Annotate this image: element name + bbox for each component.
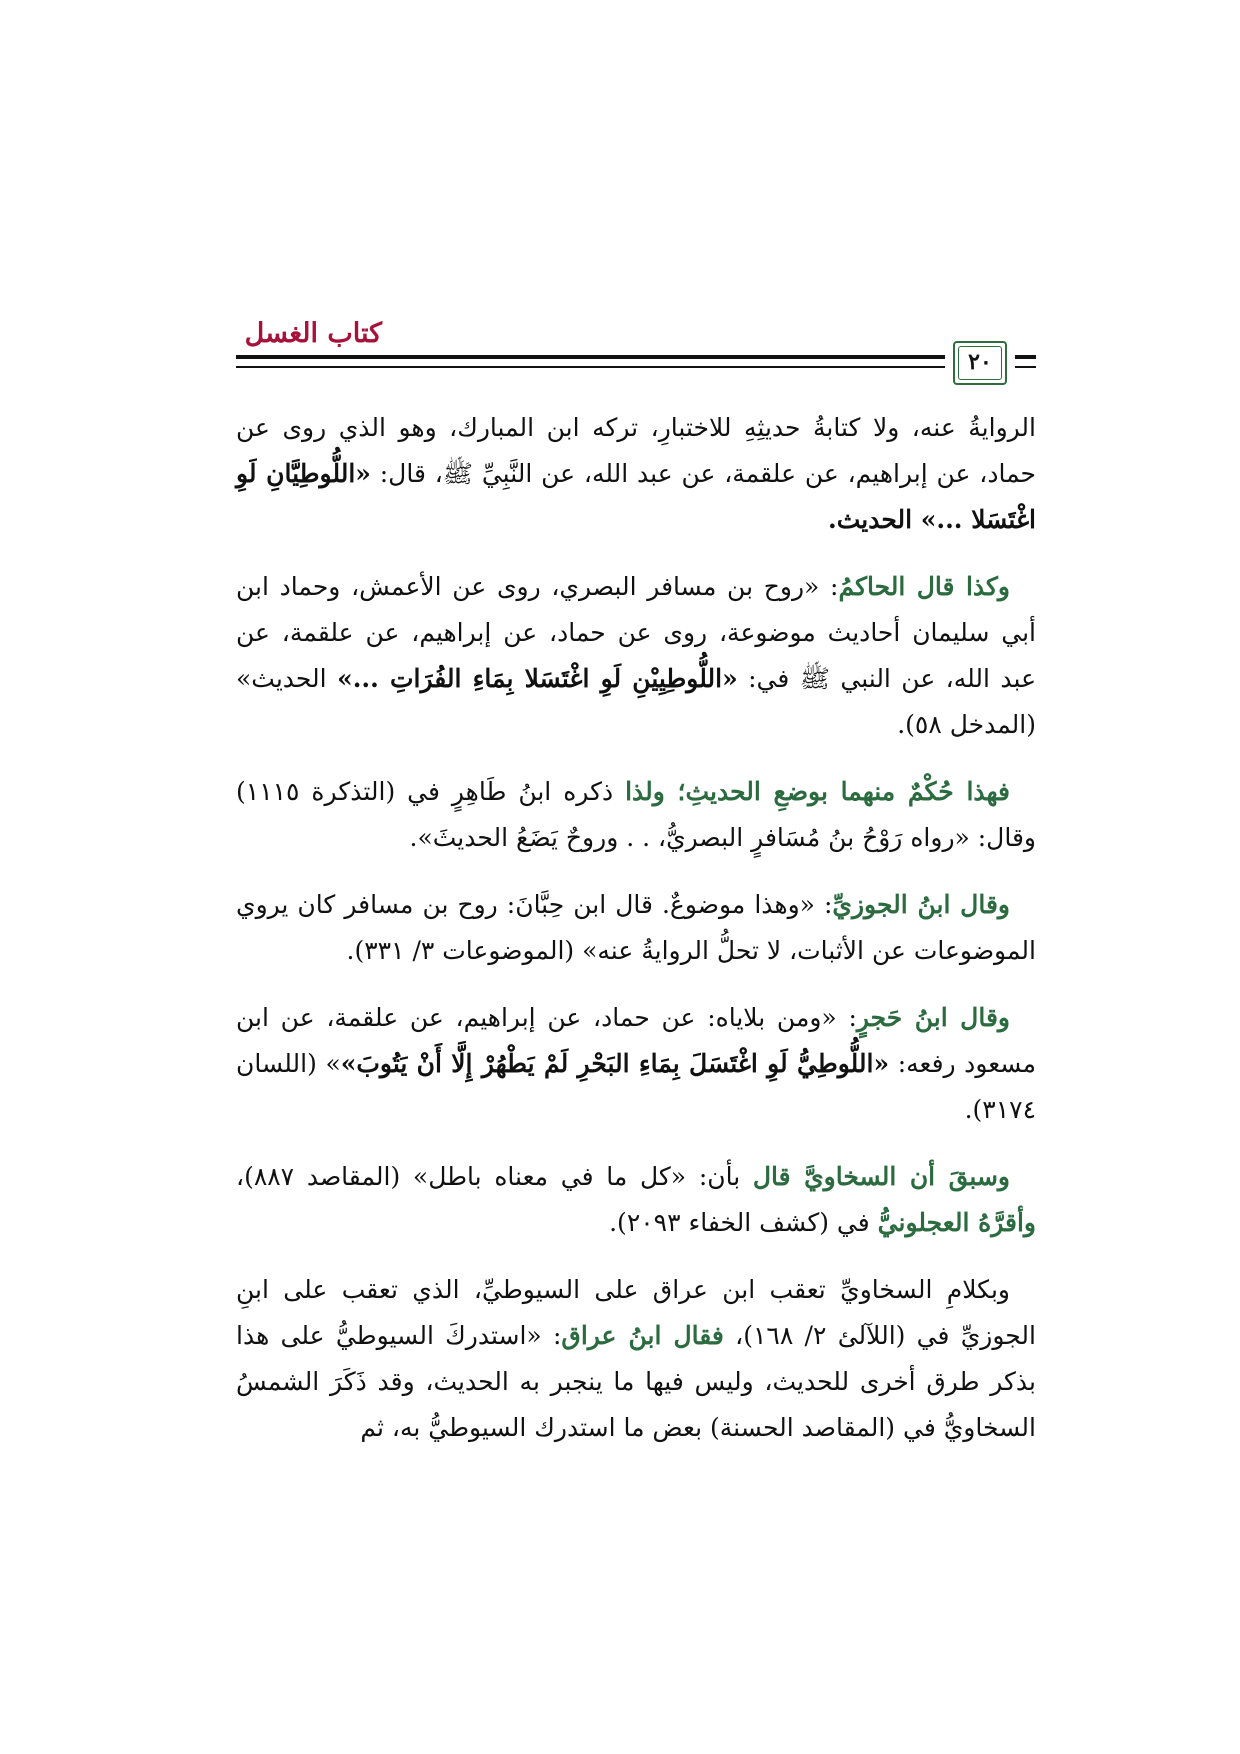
bold-hadith-text: «اللُّوطِيِيْنِ لَوِ اغْتَسَلا بِمَاءِ الفُرَاتِ ...» [337,664,738,693]
text-segment: الحديث» (المدخل ٥٨). [236,664,1036,739]
text-segment: وبكلامِ السخاويِّ تعقب ابن عراق على السيوطيِّ، الذي تعقب على ابنِ الجوزيِّ في (اللآلئ ٢/ ١٦٨)، [236,1275,1036,1350]
bold-hadith-text: «اللُّوطِيُّ لَوِ اغْتَسَلَ بِمَاءِ البَحْرِ لَمْ يَطْهُرْ إِلَّا أَنْ يَتُوبَ» [340,1049,890,1078]
paragraph-p5 [236,995,1036,1133]
text-segment: : «وهذا موضوعٌ. قال ابن حِبَّانَ: روح بن مسافر كان يروي الموضوعات عن الأثبات، لا تحلُّ الروايةُ عنه» (الموضوعات ٣/ ٣٣١). [236,890,1036,965]
text-segment: : «استدركَ السيوطيُّ على هذا بذكر طرق أخرى للحديث، وليس فيها ما ينجبر به الحديث، وقد ذَكَرَ الشمسُ السخاويُّ في (المقاصد الحسنة) بعض ما استدرك السيوطيُّ به، ثم [236,1321,1036,1442]
highlighted-attribution: وأقرَّهُ العجلونيُّ [877,1208,1036,1237]
paragraph-p1 [236,405,1036,543]
highlighted-attribution: وقال ابنُ الجوزيِّ [832,890,1010,919]
highlighted-attribution: فهذا حُكْمٌ منهما بوضعِ الحديثِ؛ ولذا [625,777,1010,806]
text-segment: بأن: «كل ما في معناه باطل» (المقاصد ٨٨٧)، [236,1162,753,1191]
header-rule-thin [236,366,1036,368]
text-segment: : «ومن بلاياه: عن حماد، عن إبراهيم، عن علقمة، عن ابن مسعود رفعه: [236,1003,1036,1078]
paragraph-p7 [236,1267,1036,1451]
text-segment: في (كشف الخفاء ٢٠٩٣). [609,1208,878,1237]
text-segment: الروايةُ عنه، ولا كتابةُ حديثِهِ للاختبارِ، تركه ابن المبارك، وهو الذي روى عن حماد، عن إبراهيم، عن علقمة، عن عبد الله، عن النَّبِيِّ ﷺ، قال: [236,413,1036,488]
paragraph-p4 [236,882,1036,974]
running-header-title: كتاب الغسل [244,318,382,349]
highlighted-attribution: وكذا قال الحاكمُ [838,572,1011,601]
bold-hadith-text: «اللُّوطِيَّانِ لَوِ اغْتَسَلا ...» الحديث. [236,459,1036,534]
highlighted-attribution: فقال ابنُ عراق [561,1321,724,1350]
page-number: ٢٠ [968,349,992,375]
body-text [236,405,1036,1472]
paragraph-p3 [236,769,1036,861]
text-segment: ذكره ابنُ طَاهِرٍ في (التذكرة ١١١٥) وقال: «رواه رَوْحُ بنُ مُسَافرٍ البصريُّ، . . وروحٌ يَضَعُ الحديثَ». [236,777,1036,852]
highlighted-attribution: وقال ابنُ حَجرٍ [856,1003,1010,1032]
text-segment: : «روح بن مسافر البصري، روى عن الأعمش، وحماد ابن أبي سليمان أحاديث موضوعة، روى عن حماد، عن إبراهيم، عن علقمة، عن عبد الله، عن النبي ﷺ في: [236,572,1037,693]
header-rule-thick [236,355,1036,359]
text-segment: » (اللسان ٣١٧٤). [236,1049,1036,1124]
paragraph-p6 [236,1154,1036,1246]
highlighted-attribution: وسبقَ أن السخاويَّ قال [752,1162,1011,1191]
page-number-badge [953,341,1007,385]
paragraph-p2 [236,564,1036,748]
